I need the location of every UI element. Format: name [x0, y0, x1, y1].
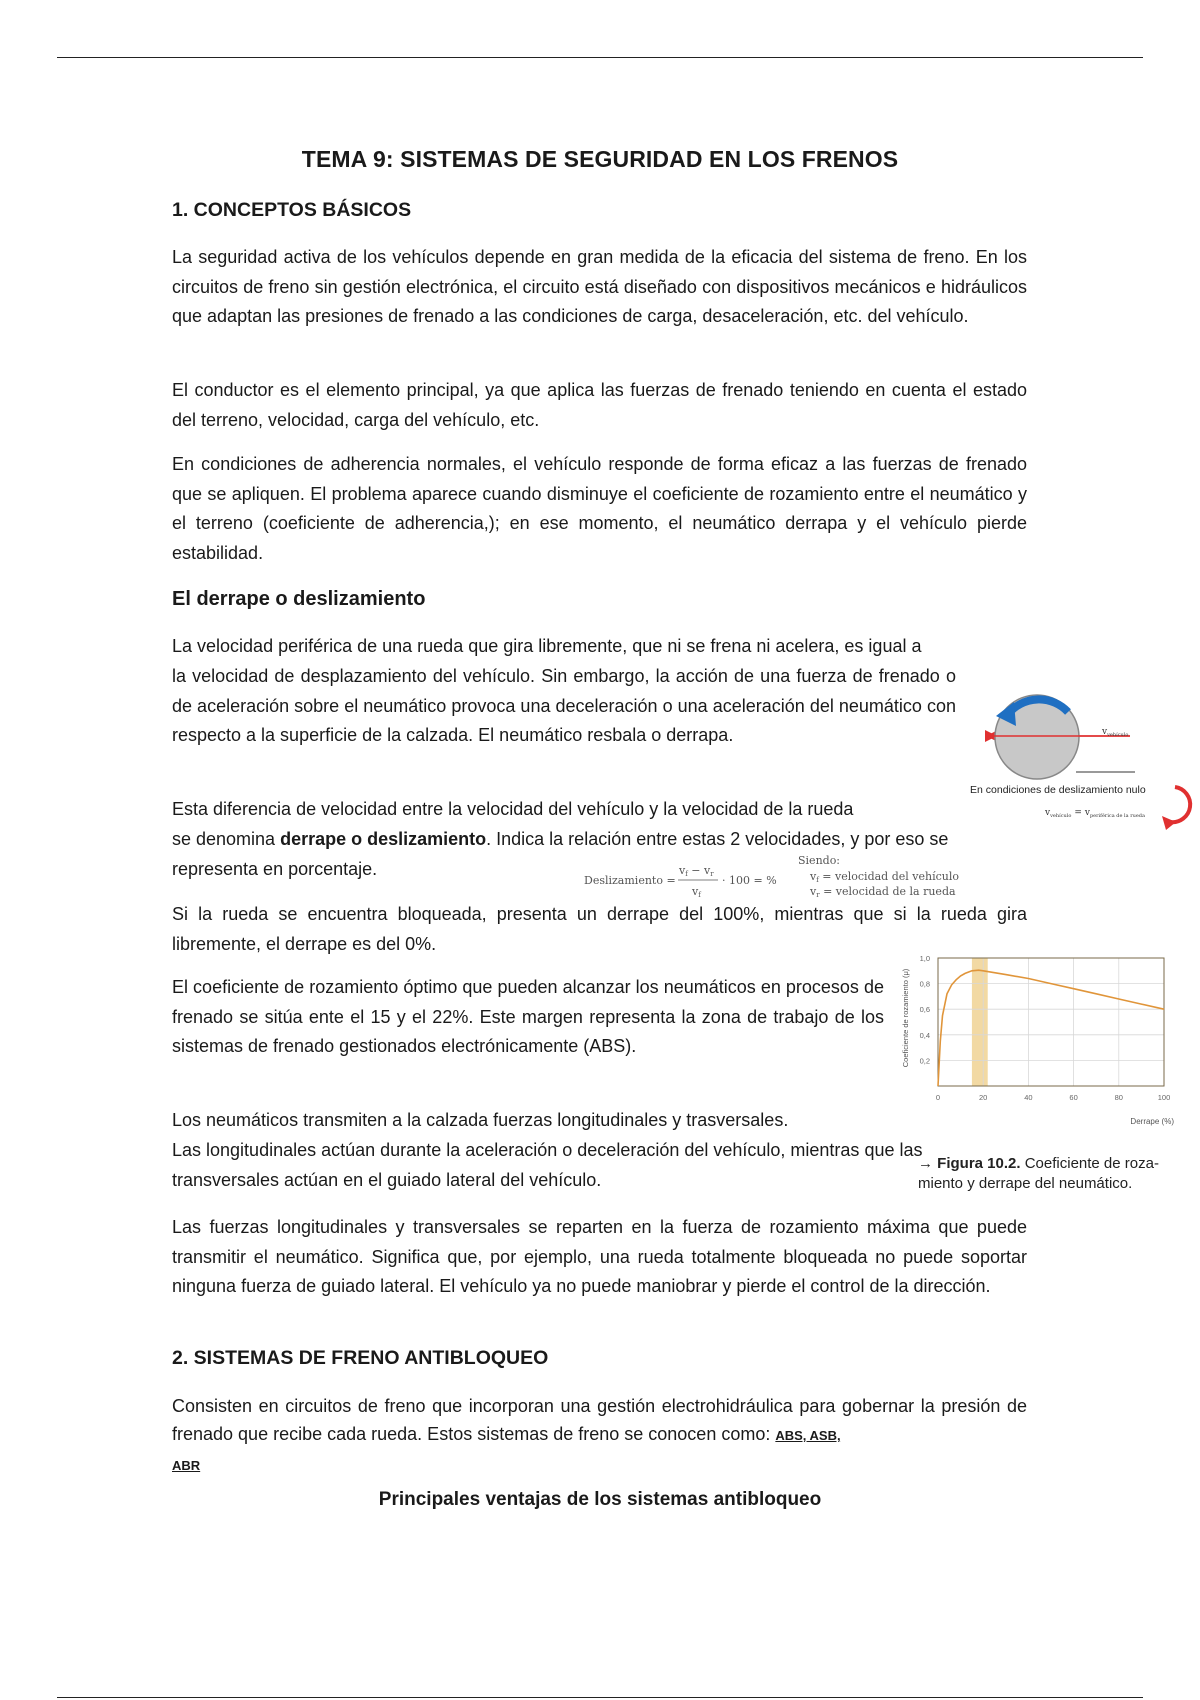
paragraph: El coeficiente de rozamiento óptimo que pueden alcanzar los neumáticos en procesos de frenado se sitúa ente el 15 y el 22%. Este margen representa la zona de trabajo de los sistemas de frenado gestionados electrónicamente (ABS). — [172, 977, 884, 1056]
formula-numerator: vf − vr — [679, 864, 714, 878]
wheel-figure-caption: En condiciones de deslizamiento nulo — [970, 784, 1146, 796]
curved-red-arrow-icon — [1170, 787, 1190, 822]
formula-siendo: Siendo: — [798, 854, 841, 867]
section-1-heading: 1. CONCEPTOS BÁSICOS — [172, 199, 412, 221]
section-2-heading: 2. SISTEMAS DE FRENO ANTIBLOQUEO — [172, 1347, 549, 1369]
formula-def-vehicle: vf = velocidad del vehículo — [810, 870, 959, 884]
paragraph: El conductor es el elemento principal, ya que aplica las fuerzas de frenado teniendo en cuenta el estado del terreno, velocidad, carga del vehículo, etc. — [172, 380, 1027, 430]
paragraph-line: Los neumáticos transmiten a la calzada fuerzas longitudinales y trasversales. — [172, 1110, 789, 1130]
formula-denominator: vf — [692, 885, 701, 899]
formula-lhs: Deslizamiento = — [584, 874, 676, 887]
wheel-slip-figure — [970, 672, 1195, 830]
page-title: TEMA 9: SISTEMAS DE SEGURIDAD EN LOS FRENOS — [301, 146, 899, 172]
x-tick-label: 20 — [979, 1093, 988, 1102]
y-tick-label: 0,6 — [919, 1005, 930, 1015]
chart-canvas — [896, 950, 1178, 1130]
subheading: Principales ventajas de los sistemas antibloqueo — [378, 1489, 822, 1510]
abbreviation-list: ABR — [172, 1458, 201, 1473]
slip-formula — [584, 854, 964, 904]
bold-term: derrape o deslizamiento — [280, 829, 487, 849]
y-tick-label: 0,8 — [919, 979, 930, 989]
x-tick-label: 80 — [1114, 1093, 1123, 1102]
text-run: se denomina — [172, 829, 281, 849]
abbreviation-list: ABS, ASB, — [775, 1428, 841, 1443]
y-tick-label: 0,2 — [919, 1056, 930, 1066]
paragraph — [172, 1392, 1027, 1480]
paragraph-line: Las longitudinales actúan durante la aceleración o deceleración del vehículo, mientras que las — [172, 1140, 922, 1160]
paragraph-line: transversales actúan en el guiado lateral del vehículo. — [172, 1170, 602, 1190]
figure-caption — [918, 1154, 1178, 1194]
caption-figure-number: Figura 10.2. — [937, 1155, 1021, 1172]
v-vehicle-label: $v_{vehículo}$ — [1102, 727, 1129, 738]
x-axis-label: Derrape (%) — [1130, 1117, 1174, 1126]
optimal-zone-band — [972, 958, 988, 1086]
paragraph: En condiciones de adherencia normales, el vehículo responde de forma eficaz a las fuerzas de frenado que se apliquen. El problema aparece cuando disminuye el coeficiente de rozamiento entre el neumático y el terreno (coeficiente de adherencia,); en ese momento, el neumático derrapa y el vehículo pierde estabilidad. — [172, 454, 1027, 563]
paragraph-line: La velocidad periférica de una rueda que gira libremente, que ni se frena ni acelera, es igual a — [172, 636, 922, 656]
footer-rule — [57, 1697, 1143, 1698]
x-tick-label: 100 — [1157, 1093, 1171, 1102]
paragraph: Las fuerzas longitudinales y transversales se reparten en la fuerza de rozamiento máxima que puede transmitir el neumático. Significa que, por ejemplo, una rueda totalmente bloqueada no puede soportar ninguna fuerza de guiado lateral. El vehículo ya no puede maniobrar y pierde el control de la dirección. — [172, 1217, 1027, 1296]
y-axis-label: Coeficiente de rozamiento (μ) — [901, 968, 910, 1068]
subsection-heading: El derrape o deslizamiento — [172, 588, 426, 610]
y-tick-label: 1,0 — [919, 954, 930, 963]
wheel-equation: $v_{vehículo} = v_{periférica de la rueda}$ — [1045, 808, 1145, 819]
y-tick-label: 0,4 — [919, 1030, 930, 1040]
caption-text: Coeficiente de roza-miento y derrape del neumático. — [918, 1155, 1159, 1192]
text-run: Consisten en circuitos de freno que incorporan una gestión electrohidráulica para gobernar la presión de frenado que recibe cada rueda. Estos sistemas de freno se conocen como: — [172, 1396, 1027, 1444]
formula-def-wheel: vr = velocidad de la rueda — [810, 885, 956, 899]
x-tick-label: 40 — [1024, 1093, 1033, 1102]
paragraph-line: Esta diferencia de velocidad entre la velocidad del vehículo y la velocidad de la rueda — [172, 799, 854, 819]
header-rule — [57, 57, 1143, 58]
x-tick-label: 60 — [1069, 1093, 1078, 1102]
formula-times: · 100 = % — [722, 874, 777, 887]
friction-slip-chart — [896, 950, 1178, 1130]
text-run: . Indica la relación entre estas 2 velocidades, y por eso se representa en porcentaje. — [172, 829, 949, 879]
caption-arrow-icon: → — [918, 1155, 933, 1172]
x-tick-label: 0 — [935, 1093, 941, 1102]
paragraph: La seguridad activa de los vehículos depende en gran medida de la eficacia del sistema de freno. En los circuitos de freno sin gestión electrónica, el circuito está diseñado con dispositivos mecánicos e hidráulicos que adaptan las presiones de frenado a las condiciones de carga, desaceleración, etc. del vehículo. — [172, 247, 1027, 326]
paragraph: Si la rueda se encuentra bloqueada, presenta un derrape del 100%, mientras que si la rueda gira libremente, el derrape es del 0%. — [172, 904, 1027, 954]
wheel-diagram — [970, 672, 1195, 830]
paragraph: la velocidad de desplazamiento del vehículo. Sin embargo, la acción de una fuerza de frenado o de aceleración sobre el neumático provoca una deceleración o una aceleración del neumático con respecto a la superficie de la calzada. El neumático resbala o derrapa. — [172, 666, 956, 745]
